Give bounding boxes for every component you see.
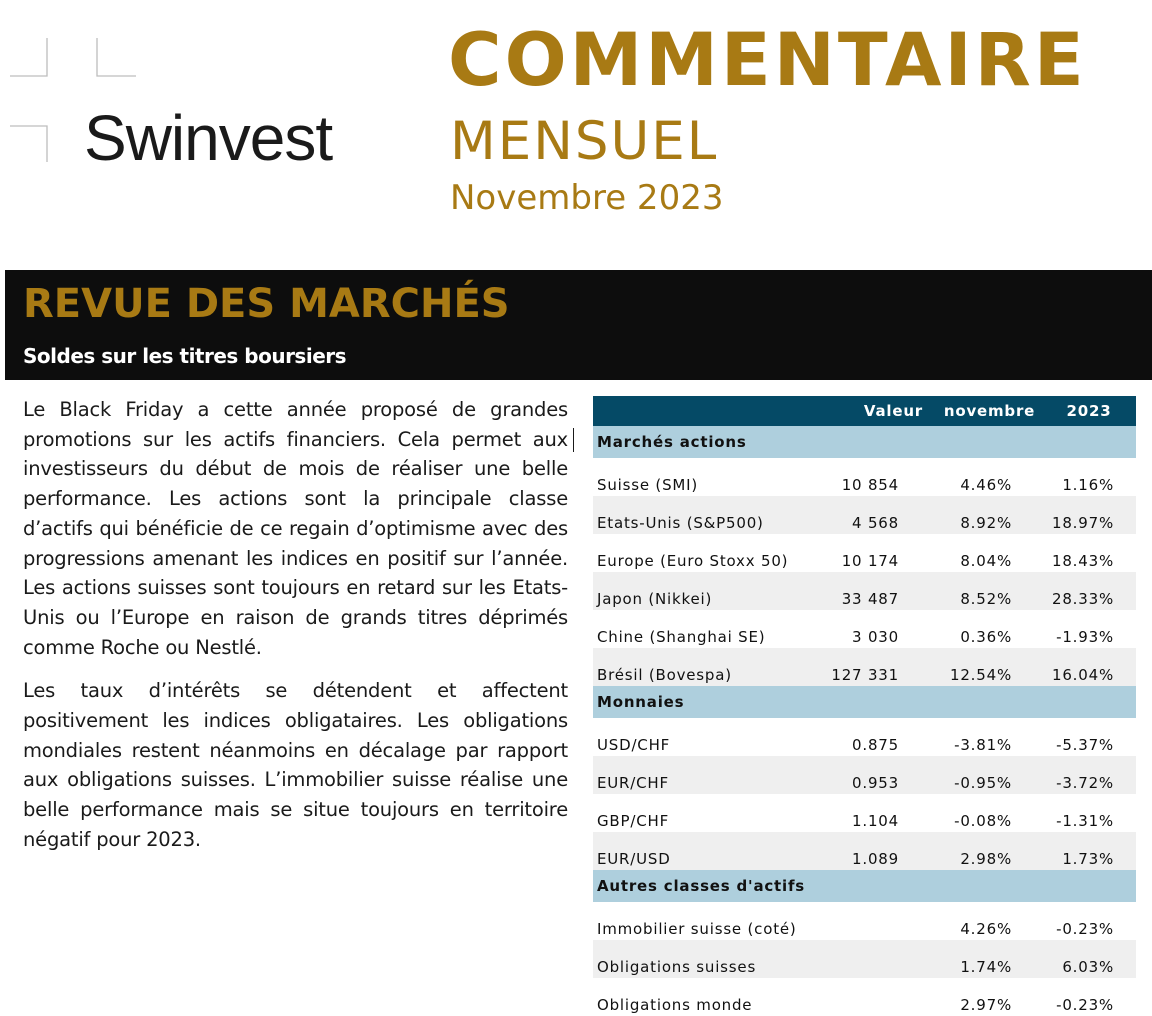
- section-label: Monnaies: [593, 686, 1136, 718]
- row-value-cell: 3 030: [825, 610, 937, 648]
- row-value-cell: [825, 902, 937, 940]
- row-month-change-cell: 2.97%: [937, 978, 1042, 1016]
- row-name-cell: Suisse (SMI): [593, 458, 825, 496]
- row-ytd-change-cell: 18.43%: [1042, 534, 1136, 572]
- article-paragraph: Le Black Friday a cette année proposé de grandes promotions sur les actifs financiers. Cela permet aux investisseurs du début de mois de réaliser une belle performance. Les actions sont la principale classe d’actifs qui bénéficie de ce regain d’optimisme avec des progressions amenant les indices en positif sur l’année. Les actions suisses sont toujours en retard sur les Etats-Unis ou l’Europe en raison de grands titres déprimés comme Roche ou Nestlé.: [23, 398, 568, 659]
- row-month-change-cell: 4.46%: [937, 458, 1042, 496]
- row-ytd-change-cell: -0.23%: [1042, 902, 1136, 940]
- row-name-cell: Obligations monde: [593, 978, 825, 1016]
- section-label: Marchés actions: [593, 426, 1136, 458]
- row-ytd-change-cell: -1.31%: [1042, 794, 1136, 832]
- header-cell-name: [593, 396, 825, 426]
- row-value-cell: 0.953: [825, 756, 937, 794]
- table-row: [593, 940, 1136, 978]
- row-ytd-change-cell: 1.16%: [1042, 458, 1136, 496]
- row-value-cell: 1.089: [825, 832, 937, 870]
- row-name-cell: USD/CHF: [593, 718, 825, 756]
- table-row: [593, 756, 1136, 794]
- row-ytd-change-cell: -3.72%: [1042, 756, 1136, 794]
- header-cell-month: novembre: [937, 396, 1042, 426]
- company-logo: Swinvest: [84, 102, 333, 174]
- section-banner: [5, 270, 1152, 380]
- row-ytd-change-cell: 16.04%: [1042, 648, 1136, 686]
- market-performance-table: [593, 396, 1136, 1016]
- row-month-change-cell: 4.26%: [937, 902, 1042, 940]
- header-cell-ytd: 2023: [1042, 396, 1136, 426]
- row-name-cell: Europe (Euro Stoxx 50): [593, 534, 825, 572]
- table-body: [593, 426, 1136, 1016]
- row-name-cell: Obligations suisses: [593, 940, 825, 978]
- table-row: [593, 718, 1136, 756]
- row-ytd-change-cell: 18.97%: [1042, 496, 1136, 534]
- table-row: [593, 458, 1136, 496]
- row-month-change-cell: -0.95%: [937, 756, 1042, 794]
- row-name-cell: Chine (Shanghai SE): [593, 610, 825, 648]
- row-ytd-change-cell: 28.33%: [1042, 572, 1136, 610]
- row-value-cell: 127 331: [825, 648, 937, 686]
- row-month-change-cell: 8.92%: [937, 496, 1042, 534]
- table-row: [593, 610, 1136, 648]
- row-value-cell: 1.104: [825, 794, 937, 832]
- row-month-change-cell: 0.36%: [937, 610, 1042, 648]
- row-value-cell: 33 487: [825, 572, 937, 610]
- row-month-change-cell: 8.04%: [937, 534, 1042, 572]
- section-title: REVUE DES MARCHÉS: [23, 281, 510, 327]
- row-name-cell: EUR/USD: [593, 832, 825, 870]
- row-name-cell: Immobilier suisse (coté): [593, 902, 825, 940]
- table-row: [593, 832, 1136, 870]
- row-value-cell: 10 174: [825, 534, 937, 572]
- header-cell-value: Valeur: [825, 396, 937, 426]
- row-ytd-change-cell: -1.93%: [1042, 610, 1136, 648]
- text-cursor: [573, 428, 574, 452]
- row-name-cell: Brésil (Bovespa): [593, 648, 825, 686]
- table-row: [593, 978, 1136, 1016]
- table-row: [593, 496, 1136, 534]
- section-label: Autres classes d'actifs: [593, 870, 1136, 902]
- row-name-cell: Etats-Unis (S&P500): [593, 496, 825, 534]
- report-subtitle: MENSUEL: [450, 111, 719, 172]
- table-section-row: [593, 870, 1136, 902]
- row-ytd-change-cell: 6.03%: [1042, 940, 1136, 978]
- row-ytd-change-cell: -5.37%: [1042, 718, 1136, 756]
- section-subtitle: Soldes sur les titres boursiers: [23, 344, 347, 368]
- row-value-cell: 4 568: [825, 496, 937, 534]
- row-ytd-change-cell: -0.23%: [1042, 978, 1136, 1016]
- row-month-change-cell: -3.81%: [937, 718, 1042, 756]
- row-month-change-cell: 2.98%: [937, 832, 1042, 870]
- article-paragraph: Les taux d’intérêts se détendent et affectent positivement les indices obligataires. Les obligations mondiales restent néanmoins en décalage par rapport aux obligations suisses. L’immobilier suisse réalise une belle performance mais se situe toujours en territoire négatif pour 2023.: [23, 679, 568, 851]
- row-name-cell: Japon (Nikkei): [593, 572, 825, 610]
- report-title: COMMENTAIRE: [448, 18, 1087, 103]
- table-section-row: [593, 686, 1136, 718]
- table-row: [593, 794, 1136, 832]
- table-row: [593, 902, 1136, 940]
- row-month-change-cell: 1.74%: [937, 940, 1042, 978]
- row-month-change-cell: 8.52%: [937, 572, 1042, 610]
- table-row: [593, 648, 1136, 686]
- table-section-row: [593, 426, 1136, 458]
- row-value-cell: [825, 940, 937, 978]
- row-name-cell: GBP/CHF: [593, 794, 825, 832]
- table-row: [593, 534, 1136, 572]
- row-ytd-change-cell: 1.73%: [1042, 832, 1136, 870]
- row-value-cell: 0.875: [825, 718, 937, 756]
- row-month-change-cell: 12.54%: [937, 648, 1042, 686]
- row-value-cell: [825, 978, 937, 1016]
- table-header-row: [593, 396, 1136, 426]
- article-body: [23, 395, 568, 869]
- row-month-change-cell: -0.08%: [937, 794, 1042, 832]
- table-row: [593, 572, 1136, 610]
- row-value-cell: 10 854: [825, 458, 937, 496]
- row-name-cell: EUR/CHF: [593, 756, 825, 794]
- report-date: Novembre 2023: [450, 178, 724, 218]
